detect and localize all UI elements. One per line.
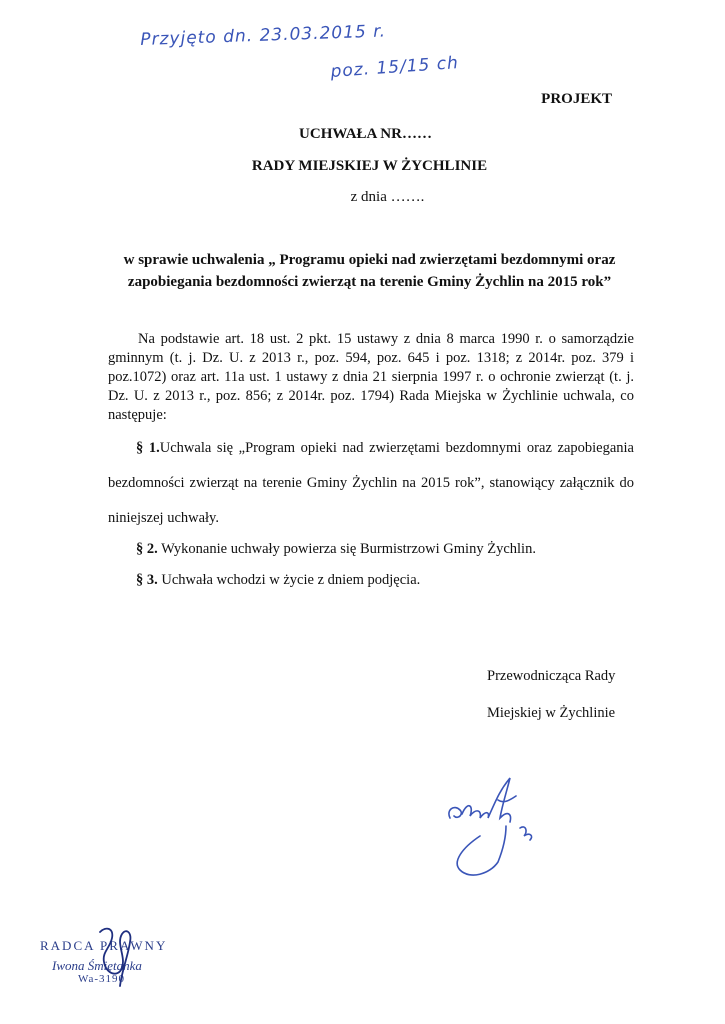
council-name: RADY MIEJSKIEJ W ŻYCHLINIE xyxy=(251,158,488,174)
resolution-date: z dnia ……. xyxy=(350,189,425,205)
paragraph-2-text: Wykonanie uchwały powierza się Burmistrzowi Gminy Żychlin. xyxy=(157,541,536,557)
paragraph-2-label: § 2. xyxy=(136,541,158,557)
paragraph-1-label: § 1. xyxy=(136,440,160,456)
paragraph-3-label: § 3. xyxy=(136,572,158,588)
handwritten-note-line1: Przyjęto dn. 23.03.2015 r. xyxy=(140,21,387,50)
paragraph-1 xyxy=(108,431,634,536)
paragraph-2 xyxy=(136,540,636,559)
signatory-title-line1: Przewodnicząca Rady xyxy=(487,668,616,684)
subject-line1: w sprawie uchwalenia „ Programu opieki nad zwierzętami bezdomnymi oraz xyxy=(123,252,616,268)
resolution-subject xyxy=(0,249,725,293)
projekt-label: PROJEKT xyxy=(541,91,612,107)
handwritten-signature xyxy=(440,770,550,890)
stamp-number: Wa-3190 xyxy=(78,973,126,985)
stamp-title: RADCA PRAWNY xyxy=(40,938,168,953)
handwritten-note-line2: poz. 15/15 ch xyxy=(330,53,460,82)
preamble-paragraph: Na podstawie art. 18 ust. 2 pkt. 15 ustawy z dnia 8 marca 1990 r. o samorządzie gminnym (t. j. Dz. U. z 2013 r., poz. 594, poz. 645 i poz. 1318; z 2014r. poz. 379 i poz.1072) oraz art. 11a ust. 1 ustawy z dnia 21 sierpnia 1997 r. o ochronie zwierząt (t. j. Dz. U. z 2013 r., poz. 856; z 2014r. poz. 1794) Rada Miejska w Żychlinie uchwala, co następuje: xyxy=(108,331,634,423)
stamp-name: Iwona Śmiętanka xyxy=(52,958,142,973)
paragraph-3-text: Uchwała wchodzi w życie z dniem podjęcia. xyxy=(157,572,421,588)
resolution-number: UCHWAŁA NR…… xyxy=(299,126,432,142)
stamp-signature xyxy=(92,922,142,992)
subject-line2: zapobiegania bezdomności zwierząt na terenie Gminy Żychlin na 2015 rok” xyxy=(127,274,612,290)
signatory-title-line2: Miejskiej w Żychlinie xyxy=(487,705,616,721)
paragraph-1-text: Uchwala się „Program opieki nad zwierzętami bezdomnymi oraz zapobiegania bezdomności zwierząt na terenie Gminy Żychlin na 2015 rok”, stanowiący załącznik do niniejszej uchwały. xyxy=(108,440,634,526)
paragraph-3 xyxy=(136,571,636,590)
